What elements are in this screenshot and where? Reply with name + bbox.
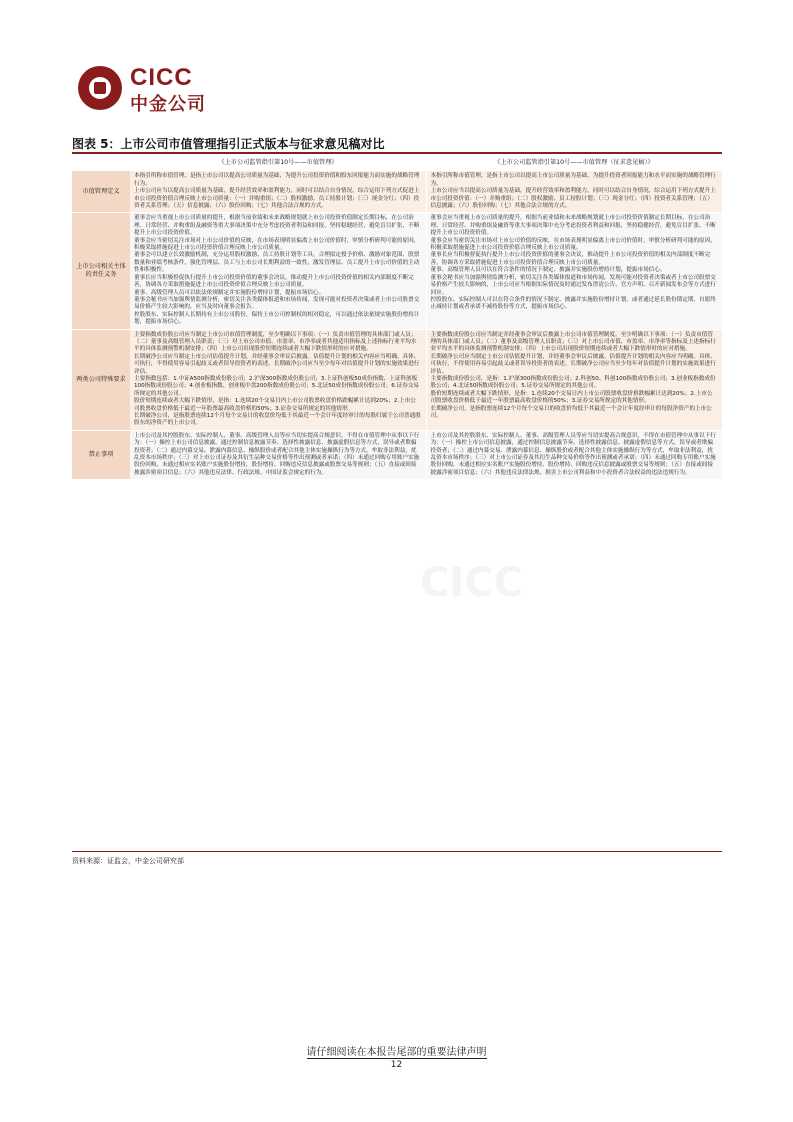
table-row bbox=[72, 430, 722, 479]
row-left-cell: 董事会应当重视上市公司质量的提升，根据当前业绩和未来战略规划就上市公司投资价值制定长期目标，在公司治理、日常经营、并购重组及融资等重大事项决策中充分考虑投资者利益和回报，坚持稳健经营，避免盲目扩张，不断提升上市公司投资价值。 董事会应当密切关注市场对上市公司价值的反映，在市场表现明显偏离上市公司价值时，审慎分析研判可能的原因，积极采取措施促进上市公司投资价值合理反映上市公司质量。 董事会可以建立长效激励机制，充分运用股权激励、员工持股计划等工具，合理拟定授予价格、激励对象范围、股票数量和业绩考核条件，强化管理层、员工与上市公司长期利益的一致性，激发管理层、员工提升上市公司价值的主动性和积极性。 董事长应当积极督促执行提升上市公司投资价值的董事会决议，推动提升上市公司投资价值的相关内部制度不断完善，协调各方采取措施促进上市公司投资价值合理反映上市公司质量。 董事、高级管理人员可以依法依规制定并实施股份增持计划，提振市场信心。 董事会秘书应当加强舆情监测分析，密切关注各类媒体报道和市场传闻，发现可能对投资者决策或者上市公司股票交易价格产生较大影响的，应当及时向董事会报告。 控股股东、实际控制人长期持有上市公司股份，保持上市公司控制权的相对稳定，可以通过依法依规实施股份增持计划，提振市场信心。 bbox=[130, 213, 426, 329]
logo-text-cn: 中金公司 bbox=[130, 94, 206, 115]
table-row bbox=[72, 329, 722, 430]
row-left-cell: 主要指数成份股公司应当制定上市公司市值管理制度，至少明确以下事项：（一）负责市值管理的具体部门或人员；（二）董事及高级管理人员职责；（三）对上市公司市值、市盈率、市净率或者其他适用指标及上述指标行业平均水平的具体监测预警机制安排；（四）上市公司出现股价短期连续或者大幅下跌情形时的应对措施。 长期破净公司应当制定上市公司估值提升计划，并经董事会审议后披露。估值提升计划的相关内容应当明确、具体、可执行，不得使用容易引起歧义或者误导投资者的表述。长期破净公司应当至少每年对估值提升计划的实施效果进行评估。 主要指数包括：1.中证A500指数成份股公司；2.沪深300指数成份股公司；3.上证科创板50成份指数、上证科创板100指数成份股公司；4.创业板指数、创业板中盘200指数成份股公司；5.北证50成份指数成份股公司；6.证券交易所规定的其他公司。 股价短期连续或者大幅下跌情形，是指：1.连续20个交易日内上市公司股票收盘价格跌幅累计达到20%；2.上市公司股票收盘价格低于最近一年股票最高收盘价格的50%；3.证券交易所规定的其他情形。 长期破净公司，是指股票连续12个月每个交易日的收盘价均低于其最近一个会计年度经审计的每股归属于公司普通股股东的净资产的上市公司。 bbox=[130, 329, 426, 430]
header-right: 《上市公司监管指引第10号——市值管理（征求意见稿）》 bbox=[426, 155, 722, 171]
row-label: 禁止事项 bbox=[72, 430, 130, 479]
row-left-cell: 上市公司及其控股股东、实际控制人、董事、高级管理人员等应当切实提高合规意识，不得在市值管理中从事以下行为：（一）操控上市公司信息披露，通过控制信息披露节奏、选择性披露信息、披露虚假信息等方式，误导或者欺骗投资者；（二）通过内幕交易、泄露内幕信息、操纵股价或者配合其他主体实施操纵行为等方式，牟取非法利益，扰乱资本市场秩序；（三）对上市公司证券及其衍生品种交易价格等作出预测或者承诺；（四）未通过回购专用账户实施股份回购，未通过相应实名账户实施股份增持，股份增持、回购违反信息披露或股票交易等规则；（五）直接或间接披露涉密项目信息；（六）其他违反法律、行政法规、中国证监会规定的行为。 bbox=[130, 430, 426, 479]
legal-notice-link[interactable]: 请仔细阅读在本报告尾部的重要法律声明 bbox=[306, 1047, 487, 1058]
comparison-table bbox=[72, 155, 722, 480]
page-number: 12 bbox=[390, 1060, 403, 1070]
table-header-row bbox=[72, 155, 722, 171]
row-right-cell: 上市公司及其控股股东、实际控制人、董事、高级管理人员等应当切实提高合规意识，不得在市值管理中从事以下行为：（一）操控上市公司信息披露，通过控制信息披露节奏、选择性披露信息、披露虚假信息等方式，误导或者欺骗投资者；（二）通过内幕交易、泄露内幕信息、操纵股价或者配合其他主体实施操纵行为等方式，牟取非法利益，扰乱资本市场秩序；（三）对上市公司证券及其衍生品种交易价格等作出预测或者承诺；（四）未通过回购专用账户实施股份回购，未通过相应实名账户实施股份增持，股份增持、回购违反信息披露或股票交易等规则；（五）直接或间接披露涉密项目信息；（六）其他违反法律法规、损害上市公司利益和中小投资者合法权益的违法违规行为。 bbox=[426, 430, 722, 479]
table-row bbox=[72, 213, 722, 329]
row-left-cell: 本指引所称市值管理，是指上市公司以提高公司质量为基础，为提升公司投资价值和股东回报能力而实施的战略管理行为。 上市公司应当以提高公司质量为基础，提升经营效率和盈利能力，同时可以结合自身情况，综合运用下列方式促进上市公司投资价值合理反映上市公司质量：（一）并购重组；（二）股权激励、员工持股计划；（三）现金分红；（四）投资者关系管理；（五）信息披露；（六）股份回购；（七）其他合法合规的方式。 bbox=[130, 171, 426, 213]
row-right-cell: 主要指数成份股公司应当制定并经董事会审议后披露上市公司市值管理制度，至少明确以下事项：（一）负责市值管理的具体部门或人员；（二）董事及高级管理人员职责；（三）对上市公司市值、市盈率、市净率等指标及上述指标行业平均水平的具体监测预警机制安排；（四）上市公司出现股价短期连续或者大幅下跌情形时的应对措施。 长期破净公司应当制定上市公司估值提升计划，并经董事会审议后披露。估值提升计划的相关内容应当明确、具体、可执行，不得使用容易引起歧义或者误导投资者的表述。长期破净公司应当至少每年对估值提升计划的实施效果进行评估。 主要指数成份股公司，是指：1.沪深300指数成份股公司；2.科创50、科创100指数成份股公司；3.创业板指数成份股公司；4.北证50指数成份股公司；5.证券交易所规定的其他公司。 股价短期连续或者大幅下跌情形，是指：1.连续20个交易日内上市公司股票收盘价格跌幅累计达到20%；2.上市公司股票收盘价格低于最近一年股票最高收盘价格的50%；3.证券交易所规定的其他情形。 长期破净公司，是指股票连续12个月每个交易日的收盘价均低于其最近一个会计年度经审计的每股净资产的上市公司。 bbox=[426, 329, 722, 430]
legal-notice-footer bbox=[0, 1043, 793, 1058]
watermark: CICC bbox=[420, 560, 523, 606]
row-right-cell: 董事会应当重视上市公司质量的提升，根据当前业绩和未来战略规划就上市公司投资价值制定长期目标，在公司治理、日常经营、并购重组及融资等重大事项决策中充分考虑投资者利益和回报，坚持稳健经营，避免盲目扩张，不断提升上市公司投资价值。 董事会应当密切关注市场对上市公司价值的反映，在市场表现明显偏离上市公司价值时，审慎分析研判可能的原因，积极采取措施促进上市公司投资价值合理反映上市公司质量。 董事长应当积极督促执行提升上市公司投资价值的董事会决议，推动提升上市公司投资价值的相关内部制度不断完善，协调各方采取措施促进上市公司投资价值合理反映上市公司质量。 董事、高级管理人员可以在符合条件的情况下制定、披露并实施股份增持计划，提振市场信心。 董事会秘书应当加强舆情监测分析，密切关注各类媒体报道和市场传闻，发现可能对投资者决策或者上市公司股票交易价格产生较大影响的，上市公司应当根据实际情况及时通过发布澄清公告、官方声明、召开新闻发布会等方式进行回应。 控股股东、实际控制人可以在符合条件的情况下制定、披露并实施股份增持计划，或者通过延长股份锁定期、自愿终止减持计划或者承诺不减持股份等方式，提振市场信心。 bbox=[426, 213, 722, 329]
cicc-logo-icon bbox=[78, 66, 122, 110]
source-note: 资料来源：证监会，中金公司研究部 bbox=[72, 857, 184, 865]
row-right-cell: 本指引所称市值管理，是指上市公司以提高上市公司质量为基础，为提升投资者回报能力和水平而实施的战略管理行为。 上市公司应当以提高公司质量为基础，提升经营效率和盈利能力，同时可以结合自身情况，综合运用下列方式提升上市公司投资价值：（一）并购重组；（二）股权激励、员工持股计划；（三）现金分红；（四）投资者关系管理；（五）信息披露；（六）股份回购；（七）其他合法合规的方式。 bbox=[426, 171, 722, 213]
logo-text-en: CICC bbox=[130, 64, 193, 91]
row-label: 市值管理定义 bbox=[72, 171, 130, 213]
table-row bbox=[72, 171, 722, 213]
header-blank bbox=[72, 155, 130, 171]
bottom-rule bbox=[72, 851, 722, 852]
header-left: 《上市公司监管指引第10号——市值管理》 bbox=[130, 155, 426, 171]
figure-title: 图表 5：上市公司市值管理指引正式版本与征求意见稿对比 bbox=[72, 137, 385, 151]
row-label: 上市公司相关主体的责任义务 bbox=[72, 213, 130, 329]
cicc-logo bbox=[78, 64, 238, 114]
top-rule bbox=[72, 152, 722, 154]
row-label: 两类公司特殊要求 bbox=[72, 329, 130, 430]
